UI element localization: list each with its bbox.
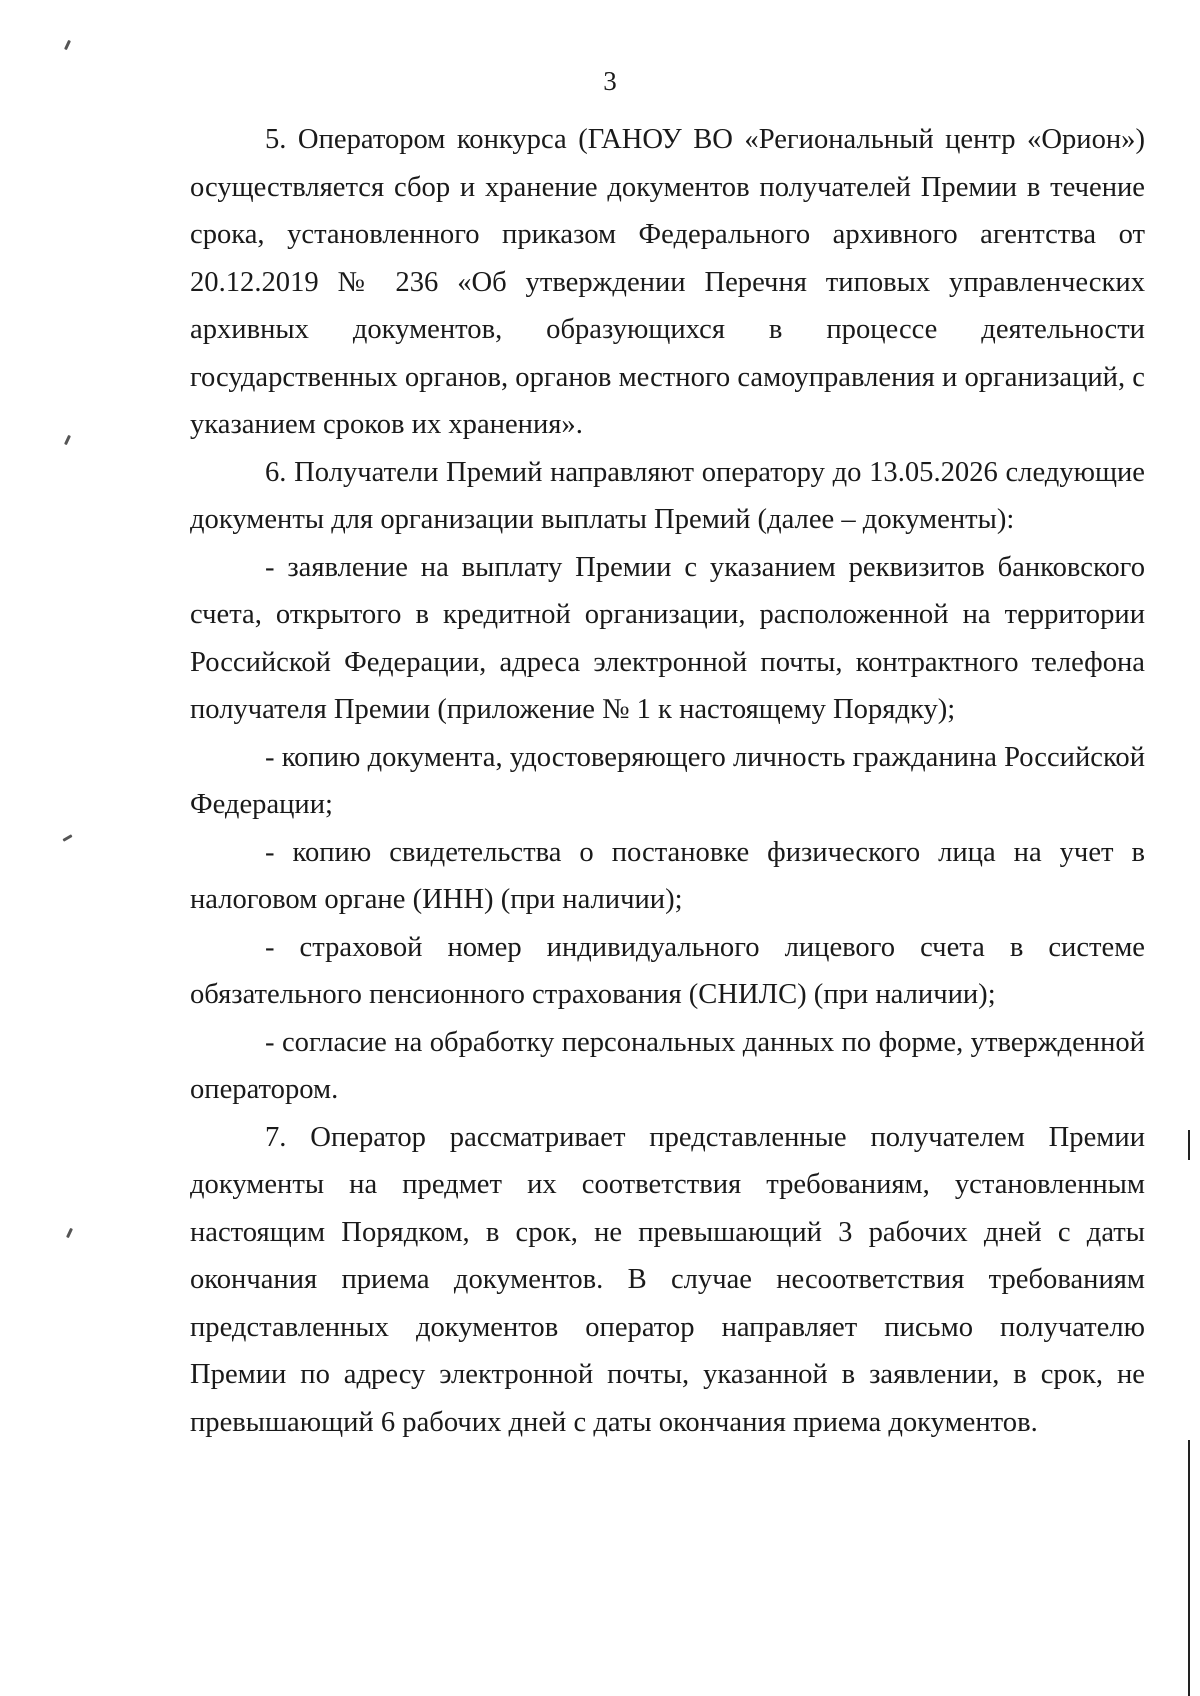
paragraph-5: 5. Оператором конкурса (ГАНОУ ВО «Региональный центр «Орион») осуществляется сбор и хранение документов получателей Премии в течение срока, установленного приказом Федерального архивного агентства от 20.12.2019 № 236 «Об утверждении Перечня типовых управленческих архивных документов, образующихся в процессе деятельности государственных органов, органов местного самоуправления и организаций, с указанием сроков их хранения». bbox=[190, 124, 1145, 440]
list-item-application: - заявление на выплату Премии с указанием реквизитов банковского счета, открытого в кредитной организации, расположенной на территории Российской Федерации, адреса электронной почты, контрактного телефона получателя Премии (приложение № 1 к настоящему Порядку); bbox=[190, 551, 1145, 725]
scan-mark bbox=[64, 40, 71, 50]
document-body bbox=[190, 116, 1145, 1446]
list-item-inn: - копию свидетельства о постановке физического лица на учет в налоговом органе (ИНН) (при наличии); bbox=[190, 836, 1145, 915]
scan-mark bbox=[66, 1228, 73, 1238]
scan-edge-line bbox=[1188, 1440, 1190, 1696]
list-item-snils: - страховой номер индивидуального лицевого счета в системе обязательного пенсионного страхования (СНИЛС) (при наличии); bbox=[190, 931, 1145, 1010]
list-item-consent: - согласие на обработку персональных данных по форме, утвержденной оператором. bbox=[190, 1026, 1145, 1105]
scan-mark bbox=[64, 435, 71, 445]
page-number: 3 bbox=[603, 66, 617, 96]
list-item-identity-document: - копию документа, удостоверяющего личность гражданина Российской Федерации; bbox=[190, 741, 1145, 820]
paragraph-7: 7. Оператор рассматривает представленные получателем Премии документы на предмет их соответствия требованиям, установленным настоящим Порядком, в срок, не превышающий 3 рабочих дней с даты окончания приема документов. В случае несоответствия требованиям представленных документов оператор направляет письмо получателю Премии по адресу электронной почты, указанной в заявлении, в срок, не превышающий 6 рабочих дней с даты окончания приема документов. bbox=[190, 1121, 1145, 1438]
scan-mark bbox=[62, 834, 72, 842]
paragraph-6: 6. Получатели Премий направляют оператору до 13.05.2026 следующие документы для организации выплаты Премий (далее – документы): bbox=[190, 456, 1145, 535]
scan-edge-line bbox=[1188, 1130, 1190, 1160]
